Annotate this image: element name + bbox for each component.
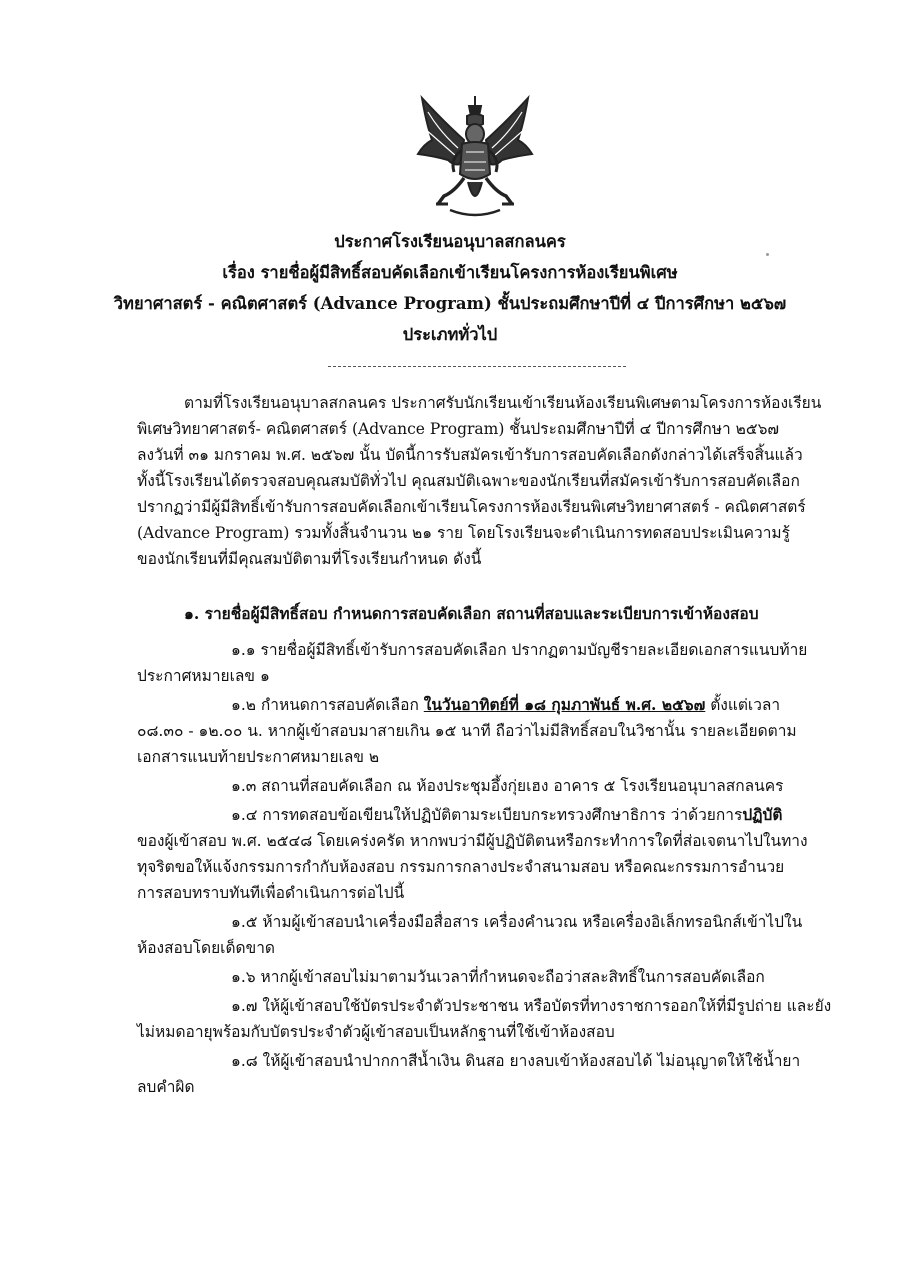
item-1-5: ๑.๕ ห้ามผู้เข้าสอบนำเครื่องมือสื่อสาร เครื่องคำนวณ หรือเครื่องอิเล็กทรอนิกส์เข้าไปใน: [231, 913, 803, 931]
scan-speck: [766, 253, 769, 256]
item-1-7-cont: ไม่หมดอายุพร้อมกับบัตรประจำตัวผู้เข้าสอบเป็นหลักฐานที่ใช้เข้าห้องสอบ: [137, 1023, 615, 1041]
item-1-3: ๑.๓ สถานที่สอบคัดเลือก ณ ห้องประชุมอึ้งกุ่ยเฮง อาคาร ๕ โรงเรียนอนุบาลสกลนคร: [231, 777, 784, 795]
subject-line-2: วิทยาศาสตร์ - คณิตศาสตร์ (Advance Program) ชั้นประถมศึกษาปีที่ ๔ ปีการศึกษา ๒๕๖๗: [113, 294, 787, 313]
intro-line: ปรากฏว่ามีผู้มีสิทธิ์เข้ารับการสอบคัดเลือกเข้าเรียนโครงการห้องเรียนพิเศษวิทยาศาสตร์ - คณิตศาสตร์: [137, 498, 806, 516]
item-1-8: ๑.๘ ให้ผู้เข้าสอบนำปากกาสีน้ำเงิน ดินสอ ยางลบเข้าห้องสอบได้ ไม่อนุญาตให้ใช้น้ำยา: [231, 1052, 801, 1070]
section-heading: ๑. รายชื่อผู้มีสิทธิ์สอบ กำหนดการสอบคัดเลือก สถานที่สอบและระเบียบการเข้าห้องสอบ: [184, 604, 759, 623]
garuda-emblem-icon: [414, 92, 536, 222]
item-1-2-prefix: ๑.๒ กำหนดการสอบคัดเลือก: [231, 696, 424, 714]
item-1-2-cont: เอกสารแนบท้ายประกาศหมายเลข ๒: [137, 748, 380, 766]
item-1-4-prefix: ๑.๔ การทดสอบข้อเขียนให้ปฏิบัติตามระเบียบกระทรวงศึกษาธิการ ว่าด้วยการ: [231, 806, 743, 824]
item-1-4-cont: ทุจริตขอให้แจ้งกรรมการกำกับห้องสอบ กรรมการกลางประจำสนามสอบ หรือคณะกรรมการอำนวย: [137, 858, 785, 876]
intro-line: ของนักเรียนที่มีคุณสมบัติตามที่โรงเรียนกำหนด ดังนี้: [137, 550, 482, 568]
separator-rule: [328, 366, 626, 367]
exam-date: ในวันอาทิตย์ที่ ๑๘ กุมภาพันธ์ พ.ศ. ๒๕๖๗: [423, 695, 706, 714]
item-1-4-cont: ของผู้เข้าสอบ พ.ศ. ๒๕๔๘ โดยเคร่งครัด หากพบว่ามีผู้ปฏิบัติตนหรือกระทำการใดที่ส่อเจตนาไปในทาง: [137, 832, 808, 850]
announcement-title: ประกาศโรงเรียนอนุบาลสกลนคร: [334, 232, 566, 251]
subject-line-1: เรื่อง รายชื่อผู้มีสิทธิ์สอบคัดเลือกเข้าเรียนโครงการห้องเรียนพิเศษ: [222, 263, 678, 282]
item-1-6: ๑.๖ หากผู้เข้าสอบไม่มาตามวันเวลาที่กำหนดจะถือว่าสละสิทธิ์ในการสอบคัดเลือก: [231, 968, 765, 986]
item-1-1-cont: ประกาศหมายเลข ๑: [137, 667, 270, 685]
intro-line: ทั้งนี้โรงเรียนได้ตรวจสอบคุณสมบัติทั่วไป คุณสมบัติเฉพาะของนักเรียนที่สมัครเข้ารับการสอบคัดเลือก: [137, 472, 800, 490]
intro-line: (Advance Program) รวมทั้งสิ้นจำนวน ๒๑ ราย โดยโรงเรียนจะดำเนินการทดสอบประเมินความรู้: [137, 524, 790, 542]
item-1-7: ๑.๗ ให้ผู้เข้าสอบใช้บัตรประจำตัวประชาชน หรือบัตรที่ทางราชการออกให้ที่มีรูปถ่าย และยัง: [231, 997, 832, 1015]
item-1-4: [231, 805, 820, 825]
item-1-2-suffix: ตั้งแต่เวลา: [705, 696, 781, 714]
item-1-2: [231, 695, 820, 715]
item-1-2-cont: ๐๘.๓๐ - ๑๒.๐๐ น. หากผู้เข้าสอบมาสายเกิน ๑๕ นาที ถือว่าไม่มีสิทธิ์สอบในวิชานั้น รายละเอียดตาม: [137, 722, 797, 740]
intro-line: ลงวันที่ ๓๑ มกราคม พ.ศ. ๒๕๖๗ นั้น บัดนี้การรับสมัครเข้ารับการสอบคัดเลือกดังกล่าวได้เสร็จสิ้นแล้ว: [137, 446, 803, 464]
intro-line: พิเศษวิทยาศาสตร์- คณิตศาสตร์ (Advance Program) ชั้นประถมศึกษาปีที่ ๔ ปีการศึกษา ๒๕๖๗: [137, 420, 780, 438]
item-1-4-bold: ปฏิบัติ: [742, 805, 783, 824]
item-1-5-cont: ห้องสอบโดยเด็ดขาด: [137, 939, 275, 957]
item-1-4-cont: การสอบทราบทันทีเพื่อดำเนินการต่อไปนี้: [137, 884, 405, 902]
intro-line: ตามที่โรงเรียนอนุบาลสกลนคร ประกาศรับนักเรียนเข้าเรียนห้องเรียนพิเศษตามโครงการห้องเรียน: [184, 394, 822, 412]
subject-line-3: ประเภททั่วไป: [402, 325, 498, 344]
item-1-8-cont: ลบคำผิด: [137, 1078, 195, 1096]
item-1-1: ๑.๑ รายชื่อผู้มีสิทธิ์เข้ารับการสอบคัดเลือก ปรากฏตามบัญชีรายละเอียดเอกสารแนบท้าย: [231, 641, 808, 659]
